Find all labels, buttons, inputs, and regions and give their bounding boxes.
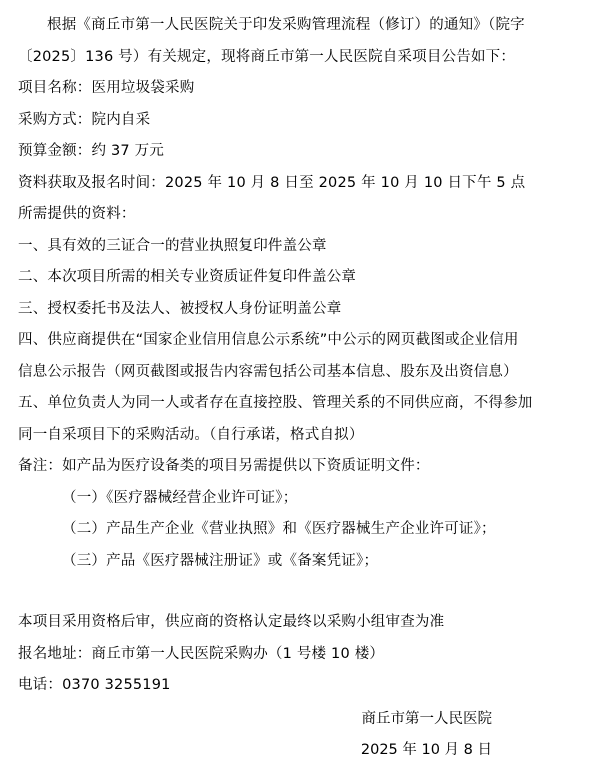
paragraph-note-title: 备注：如产品为医疗设备类的项目另需提供以下资质证明文件：	[18, 458, 430, 474]
signature-organization: 商丘市第一人民医院	[361, 710, 492, 727]
signature-block	[18, 704, 596, 767]
paragraph-purchase-method: 采购方式：院内自采	[18, 111, 151, 128]
sub-item-2: （二）产品生产企业《营业执照》和《医疗器械生产企业许可证》；	[62, 521, 496, 537]
paragraph-registration-time: 资料获取及报名时间：2025 年 10 月 8 日至 2025 年 10 月 10 日下午 5 点	[18, 174, 526, 191]
signature-date: 2025 年 10 月 8 日	[360, 742, 492, 758]
paragraph-contact-phone: 电话：0370 3255191	[18, 677, 171, 693]
paragraph-required-materials-title: 所需提供的资料：	[18, 206, 136, 222]
paragraph-spacer	[18, 577, 596, 607]
sub-item-3: （三）产品《医疗器械注册证》或《备案凭证》；	[62, 552, 379, 569]
paragraph-intro-2: 〔2025〕136 号）有关规定，现将商丘市第一人民医院自采项目公告如下：	[18, 48, 516, 65]
paragraph-item-4-line1: 四、供应商提供在“国家企业信用信息公示系统”中公示的网页截图或企业信用	[18, 332, 519, 348]
paragraph-qualification-note: 本项目采用资格后审，供应商的资格认定最终以采购小组审查为准	[18, 614, 445, 630]
paragraph-item-5-line1: 五、单位负责人为同一人或者存在直接控股、管理关系的不同供应商，不得参加	[18, 395, 533, 411]
paragraph-item-3: 三、授权委托书及法人、被授权人身份证明盖公章	[18, 300, 342, 317]
paragraph-registration-address: 报名地址：商丘市第一人民医院采购办（1 号楼 10 楼）	[18, 645, 385, 662]
sub-item-1: （一）《医疗器械经营企业许可证》；	[62, 489, 298, 506]
paragraph-budget-amount: 预算金额：约 37 万元	[18, 143, 165, 159]
paragraph-item-5-line2: 同一自采项目下的采购活动。（自行承诺，格式自拟）	[18, 426, 364, 443]
paragraph-project-name: 项目名称：医用垃圾袋采购	[18, 80, 195, 96]
paragraph-intro-1: 根据《商丘市第一人民医院关于印发采购管理流程（修订）的通知》（院字	[47, 17, 525, 33]
paragraph-item-2: 二、本次项目所需的相关专业资质证件复印件盖公章	[18, 269, 357, 285]
paragraph-item-4-line2: 信息公示报告（网页截图或报告内容需包括公司基本信息、股东及出资信息）	[18, 363, 518, 380]
paragraph-item-1: 一、具有效的三证合一的营业执照复印件盖公章	[18, 237, 327, 254]
